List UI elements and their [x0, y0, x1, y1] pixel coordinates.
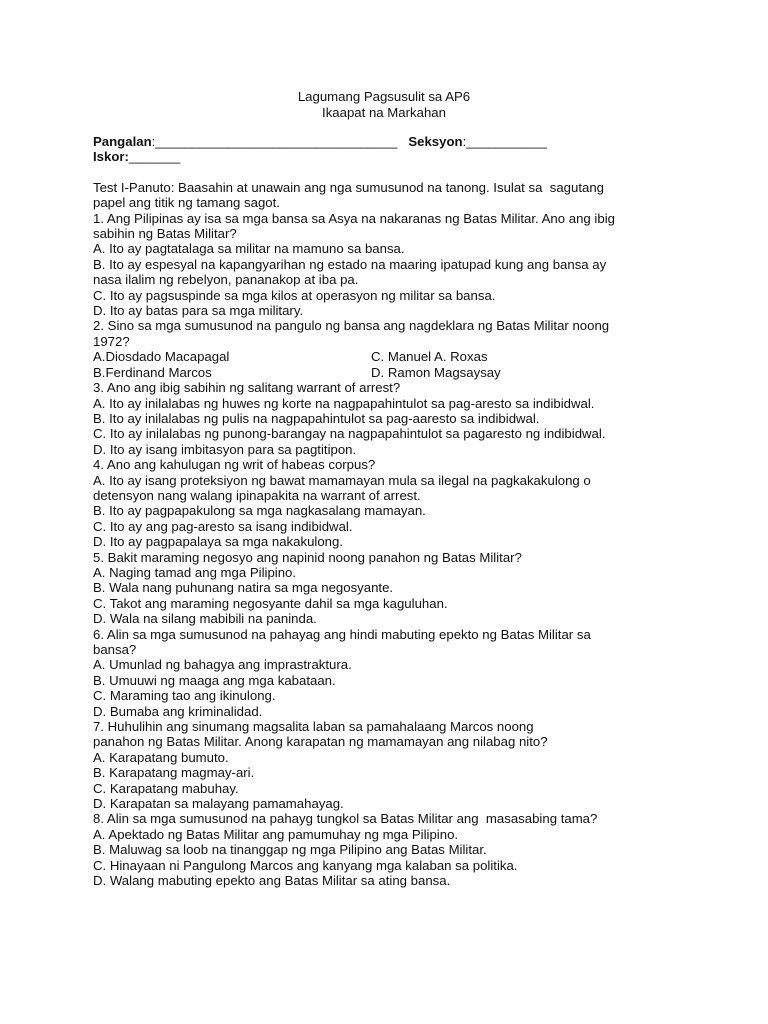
- question-8-stem: 8. Alin sa mga sumusunod na pahayg tungkol sa Batas Militar ang masasabing tama?: [93, 811, 598, 827]
- name-section-row: [93, 134, 693, 149]
- question-1-stem: 1. Ang Pilipinas ay isa sa mga bansa sa Asya na nakaranas ng Batas Militar. Ano ang ibig: [93, 210, 615, 226]
- question-5-choice: D. Wala na silang mabibili na paninda.: [93, 611, 317, 627]
- score-row: [93, 149, 693, 164]
- question-6-choice: D. Bumaba ang kriminalidad.: [93, 703, 263, 719]
- question-2-choice-c: C. Manuel A. Roxas: [371, 349, 488, 365]
- question-3-choice: A. Ito ay inilalabas ng huwes ng korte na nagpapahintulot sa pag-aresto sa indibidwal.: [93, 395, 595, 411]
- score-label: Iskor:: [93, 149, 129, 165]
- question-5-choice: C. Takot ang maraming negosyante dahil sa mga kaguluhan.: [93, 595, 448, 611]
- question-8-choice: B. Maluwag sa loob na tinanggap ng mga Pilipino ang Batas Militar.: [93, 842, 487, 858]
- question-4-choice: A. Ito ay isang proteksiyon ng bawat mamamayan mula sa ilegal na pagkakakulong o: [93, 472, 591, 488]
- question-1-choice: D. Ito ay batas para sa mga military.: [93, 303, 304, 319]
- name-label: Pangalan: [93, 134, 152, 149]
- instructions-line: Test I-Panuto: Baasahin at unawain ang nga sumusunod na tanong. Isulat sa sagutang: [93, 179, 605, 195]
- question-5-choice: A. Naging tamad ang mga Pilipino.: [93, 564, 297, 580]
- question-4-choice: B. Ito ay pagpapakulong sa mga nagkasalang mamayan.: [93, 503, 426, 519]
- question-6-choice: C. Maraming tao ang ikinulong.: [93, 688, 276, 704]
- question-2-choices-row: [93, 365, 693, 380]
- question-2-choice-a: A.Diosdado Macapagal: [93, 349, 230, 365]
- question-3-choice: C. Ito ay inilalabas ng punong-barangay na nagpapahintulot sa pagaresto ng indibidwal.: [93, 426, 606, 442]
- question-3-choice: B. Ito ay inilalabas ng pulis na nagpapahintulot sa pag-aaresto sa indibidwal.: [93, 410, 540, 426]
- question-1-choice: C. Ito ay pagsuspinde sa mga kilos at operasyon ng militar sa bansa.: [93, 287, 496, 303]
- section-label: Seksyon: [408, 134, 463, 149]
- section-blank: :___________: [462, 134, 547, 149]
- question-4-choice: D. Ito ay pagpapalaya sa mga nakakulong.: [93, 534, 343, 550]
- question-7-stem: 7. Huhulihin ang sinumang magsalita laban sa pamahalaang Marcos noong: [93, 719, 534, 735]
- question-7-choice: A. Karapatang bumuto.: [93, 749, 229, 765]
- question-8-choice: D. Walang mabuting epekto ang Batas Militar sa ating bansa.: [93, 873, 451, 889]
- question-7-stem: panahon ng Batas Militar. Anong karapatan ng mamamayan ang nilabag nito?: [93, 734, 548, 750]
- question-2-stem: 1972?: [93, 333, 130, 349]
- question-2-choices-row: [93, 349, 693, 364]
- question-8-choice: A. Apektado ng Batas Militar ang pamumuhay ng mga Pilipino.: [93, 826, 459, 842]
- score-blank: _______: [128, 149, 181, 165]
- question-2-stem: 2. Sino sa mga sumusunod na pangulo ng bansa ang nagdeklara ng Batas Militar noong: [93, 318, 610, 334]
- quiz-body: [93, 134, 693, 889]
- question-6-stem: 6. Alin sa mga sumusunod na pahayag ang hindi mabuting epekto ng Batas Militar sa: [93, 626, 591, 642]
- question-1-choice: A. Ito ay pagtatalaga sa militar na mamuno sa bansa.: [93, 241, 405, 257]
- question-7-choice: B. Karapatang magmay-ari.: [93, 765, 255, 781]
- question-5-stem: 5. Bakit maraming negosyo ang napinid noong panahon ng Batas Militar?: [93, 549, 522, 565]
- quiz-subtitle: Ikaapat na Markahan: [322, 104, 446, 120]
- question-2-choice-d: D. Ramon Magsaysay: [371, 364, 501, 380]
- question-7-choice: D. Karapatan sa malayang pamamahayag.: [93, 796, 344, 812]
- question-8-choice: C. Hinayaan ni Pangulong Marcos ang kanyang mga kalaban sa politika.: [93, 857, 518, 873]
- question-2-choice-b: B.Ferdinand Marcos: [93, 364, 212, 380]
- question-4-stem: 4. Ano ang kahulugan ng writ of habeas corpus?: [93, 457, 376, 473]
- question-7-choice: C. Karapatang mabuhay.: [93, 780, 239, 796]
- question-6-stem: bansa?: [93, 642, 137, 657]
- question-6-choice: A. Umunlad ng bahagya ang imprastraktura.: [93, 657, 352, 673]
- question-6-choice: B. Umuuwi ng maaga ang mga kabataan.: [93, 672, 336, 688]
- question-4-choice: detensyon nang walang ipinapakita na warrant of arrest.: [93, 487, 421, 503]
- question-5-choice: B. Wala nang puhunang natira sa mga negosyante.: [93, 580, 394, 596]
- name-blank: :_________________________________: [151, 134, 398, 149]
- quiz-header: [0, 89, 768, 120]
- quiz-title: Lagumang Pagsusulit sa AP6: [297, 89, 471, 104]
- question-1-choice: nasa ilalim ng rebelyon, pananakop at iba pa.: [93, 272, 359, 288]
- question-1-stem: sabihin ng Batas Militar?: [93, 226, 237, 242]
- question-4-choice: C. Ito ay ang pag-aresto sa isang indibidwal.: [93, 518, 353, 534]
- question-3-choice: D. Ito ay isang imbitasyon para sa pagtitipon.: [93, 441, 357, 457]
- instructions-line: papel ang titik ng tamang sagot.: [93, 195, 280, 211]
- question-1-choice: B. Ito ay espesyal na kapangyarihan ng estado na maaring ipatupad kung ang bansa ay: [93, 256, 607, 272]
- question-3-stem: 3. Ano ang ibig sabihin ng salitang warrant of arrest?: [93, 380, 401, 396]
